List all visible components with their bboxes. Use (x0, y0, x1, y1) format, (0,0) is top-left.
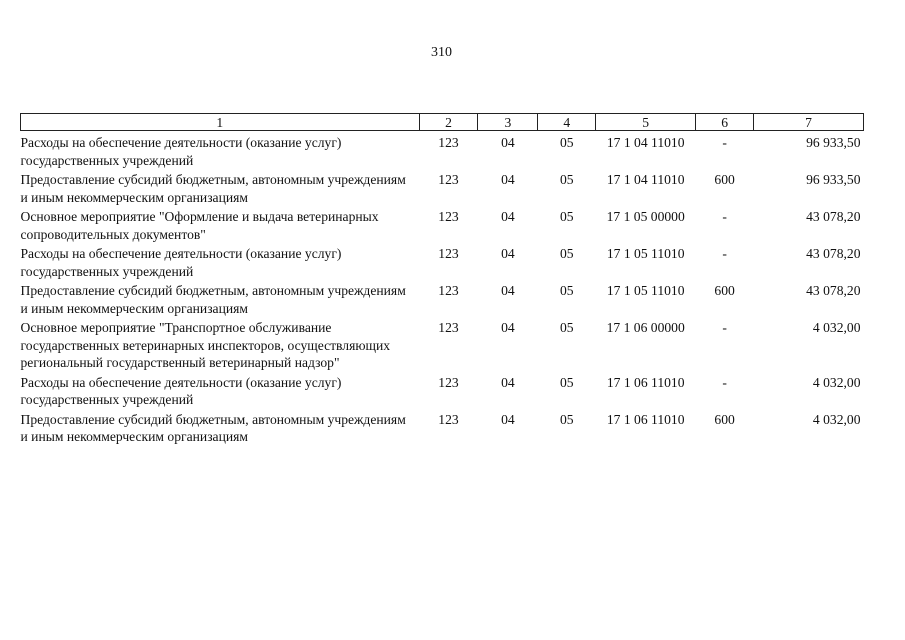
table-row (21, 319, 864, 374)
row-code-6: - (722, 374, 727, 390)
row-code-3: 04 (501, 374, 515, 390)
row-code-3: 04 (501, 209, 515, 224)
row-code-5: 17 1 04 11010 (606, 135, 685, 150)
row-amount: 96 933,50 (806, 172, 861, 187)
column-header: 3 (478, 114, 538, 131)
row-code-6: - (722, 209, 727, 224)
row-amount: 43 078,20 (806, 246, 861, 261)
table-header-row (21, 114, 864, 131)
row-description: Предоставление субсидий бюджетным, автономным учреждениям и иным некоммерческим организациям (20, 172, 406, 205)
row-description: Основное мероприятие "Транспортное обслуживание государственных ветеринарных инспекторов, осуществляющих региональный государственный ветеринарный надзор" (20, 320, 391, 370)
row-amount: 43 078,20 (806, 209, 861, 224)
row-amount: 43 078,20 (806, 283, 861, 298)
row-code-6: - (722, 320, 727, 335)
row-code-2: 123 (438, 374, 459, 390)
row-code-5: 17 1 04 11010 (606, 172, 685, 187)
row-description: Расходы на обеспечение деятельности (оказание услуг) государственных учреждений (20, 374, 342, 407)
table-row (21, 374, 864, 411)
row-code-5: 17 1 05 00000 (606, 209, 685, 224)
column-header: 6 (696, 114, 754, 131)
row-code-4: 05 (560, 172, 574, 187)
column-header: 4 (538, 114, 596, 131)
row-code-3: 04 (501, 320, 515, 335)
table-row (21, 245, 864, 282)
row-code-2: 123 (438, 209, 459, 224)
row-code-6: 600 (714, 283, 735, 298)
column-header: 1 (21, 114, 420, 131)
row-description: Предоставление субсидий бюджетным, автономным учреждениям и иным некоммерческим организациям (20, 283, 406, 316)
row-code-5: 17 1 06 11010 (606, 374, 685, 390)
row-code-4: 05 (560, 374, 574, 390)
row-amount: 4 032,00 (812, 374, 861, 390)
row-code-6: - (722, 135, 727, 150)
table-row (21, 411, 864, 448)
row-code-5: 17 1 05 11010 (606, 283, 685, 298)
row-code-4: 05 (560, 320, 574, 335)
row-code-4: 05 (560, 246, 574, 261)
row-amount: 4 032,00 (812, 320, 861, 335)
row-code-2: 123 (438, 283, 459, 298)
page-number: 310 (431, 45, 452, 60)
row-code-2: 123 (438, 320, 459, 335)
table-row (21, 208, 864, 245)
column-header: 7 (754, 114, 864, 131)
row-code-3: 04 (501, 246, 515, 261)
table-row (21, 171, 864, 208)
row-code-6: 600 (714, 411, 735, 427)
row-code-2: 123 (438, 135, 459, 150)
row-code-3: 04 (501, 135, 515, 150)
row-code-4: 05 (560, 411, 574, 427)
row-code-5: 17 1 06 00000 (606, 320, 685, 335)
row-code-2: 123 (438, 246, 459, 261)
row-description: Предоставление субсидий бюджетным, автономным учреждениям и иным некоммерческим организациям (20, 411, 406, 444)
row-code-4: 05 (560, 209, 574, 224)
row-code-3: 04 (501, 172, 515, 187)
row-description: Расходы на обеспечение деятельности (оказание услуг) государственных учреждений (20, 135, 342, 168)
row-amount: 96 933,50 (806, 135, 861, 150)
row-code-6: - (722, 246, 727, 261)
row-code-4: 05 (560, 283, 574, 298)
row-code-5: 17 1 05 11010 (606, 246, 685, 261)
row-code-2: 123 (438, 411, 459, 427)
budget-table (20, 113, 864, 448)
row-description: Основное мероприятие "Оформление и выдача ветеринарных сопроводительных документов" (20, 209, 379, 242)
row-amount: 4 032,00 (812, 411, 861, 427)
column-header: 2 (419, 114, 478, 131)
row-code-5: 17 1 06 11010 (606, 411, 685, 427)
table-row (21, 282, 864, 319)
row-code-4: 05 (560, 135, 574, 150)
row-code-6: 600 (714, 172, 735, 187)
row-code-3: 04 (501, 283, 515, 298)
column-header: 5 (596, 114, 696, 131)
row-code-2: 123 (438, 172, 459, 187)
row-code-3: 04 (501, 411, 515, 427)
row-description: Расходы на обеспечение деятельности (оказание услуг) государственных учреждений (20, 246, 342, 279)
table-row (21, 131, 864, 172)
